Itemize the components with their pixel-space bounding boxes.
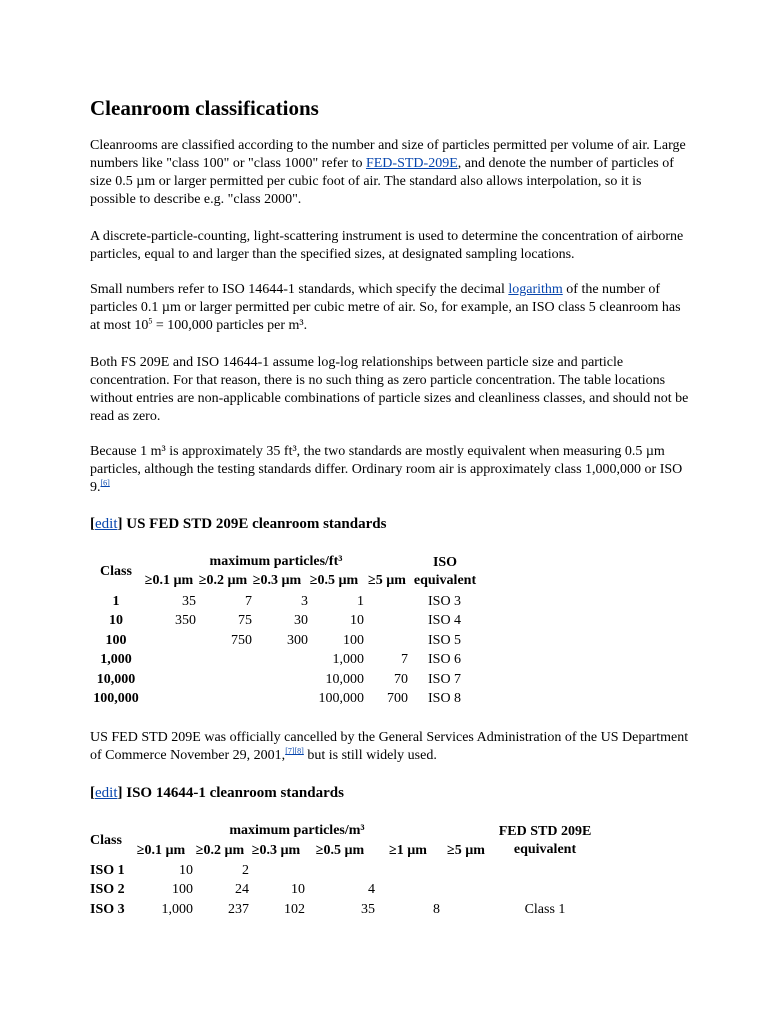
size-header-4: ≥1 µm [389, 843, 427, 858]
row-value-cell: 30 [294, 613, 308, 628]
row-iso-cell: ISO 7 [428, 672, 462, 687]
fed-std-209e-link[interactable]: FED-STD-209E [365, 156, 458, 171]
row-value-cell: 2 [242, 863, 249, 878]
edit-link[interactable]: edit [95, 785, 118, 801]
header-max-particles-ft3: maximum particles/ft³ [209, 554, 343, 569]
row-value-cell: 24 [235, 882, 249, 897]
paragraph-cancellation [90, 729, 690, 765]
row-value-cell: 10 [350, 613, 364, 628]
row-value-cell: 8 [433, 902, 440, 917]
paragraph-equivalence [90, 443, 690, 497]
header-class: Class [100, 564, 132, 579]
row-value-cell: 75 [238, 613, 252, 628]
paragraph-text: Small numbers refer to ISO 14644-1 standards, which specify the decimal [90, 282, 509, 297]
logarithm-link[interactable]: logarithm [508, 282, 563, 297]
row-iso-cell: ISO 6 [428, 652, 462, 667]
bracket: ] [117, 516, 123, 532]
row-class-cell: ISO 3 [90, 902, 125, 917]
size-header-1: ≥0.2 µm [195, 843, 245, 858]
size-header-4: ≥5 µm [368, 573, 406, 588]
bracket: [ [90, 785, 95, 801]
header-iso: ISO [432, 555, 458, 570]
size-header-0: ≥0.1 µm [136, 843, 186, 858]
row-value-cell: 100 [343, 633, 364, 648]
row-value-cell: 1,000 [161, 902, 193, 917]
row-class-cell: ISO 2 [90, 882, 125, 897]
header-class: Class [90, 833, 122, 848]
paragraph-text: = 100,000 particles per m³. [152, 318, 308, 333]
paragraph-text: Cleanrooms are classified according to the number and size of particles permitted per volume of air. Large numbers like "class 100" or "class 1000" refer to [90, 138, 686, 171]
row-iso-cell: ISO 3 [428, 594, 462, 609]
size-header-1: ≥0.2 µm [198, 573, 248, 588]
paragraph-text: of the number of particles 0.1 µm or larger permitted per cubic metre of air. So, for example, an ISO class 5 cleanroom has at most 10 [90, 282, 681, 333]
row-fed-cell: Class 1 [524, 902, 566, 917]
row-class-cell: 100,000 [93, 691, 139, 706]
row-class-cell: 1,000 [100, 652, 132, 667]
paragraph-iso-standard [90, 281, 690, 335]
row-value-cell: 10 [291, 882, 305, 897]
exponent: 5 [148, 316, 153, 326]
row-iso-cell: ISO 8 [428, 691, 462, 706]
size-header-2: ≥0.3 µm [251, 843, 301, 858]
paragraph-text: but is still widely used. [303, 748, 437, 763]
row-iso-cell: ISO 4 [428, 613, 462, 628]
header-fed-std: FED STD 209E [498, 824, 592, 839]
bracket: [ [90, 516, 95, 532]
row-class-cell: 1 [112, 594, 120, 609]
reference-7-8-link[interactable]: [7][8] [285, 746, 304, 756]
paragraph-text: , and denote the number of particles of size 0.5 µm or larger permitted per cubic foot of air. The standard also allows interpolation, so it is possible to describe e.g. "class 2000". [90, 156, 674, 207]
row-value-cell: 7 [245, 594, 252, 609]
header-fed-equivalent: equivalent [513, 842, 577, 857]
row-value-cell: 1 [357, 594, 364, 609]
edit-link[interactable]: edit [95, 516, 118, 532]
size-header-3: ≥0.5 µm [309, 573, 359, 588]
row-value-cell: 1,000 [332, 652, 364, 667]
row-value-cell: 100,000 [318, 691, 364, 706]
row-class-cell: ISO 1 [90, 863, 125, 878]
row-value-cell: 750 [231, 633, 252, 648]
section-title: ISO 14644-1 cleanroom standards [122, 785, 344, 801]
section-heading-iso [90, 783, 344, 803]
header-iso-equivalent: equivalent [413, 573, 477, 588]
row-class-cell: 10,000 [96, 672, 136, 687]
row-value-cell: 237 [228, 902, 249, 917]
paragraph-instrument: A discrete-particle-counting, light-scattering instrument is used to determine the concentration of airborne particles, equal to and larger than the specified sizes, at designated sampling locations. [90, 229, 684, 262]
section-title: US FED STD 209E cleanroom standards [122, 516, 387, 532]
row-value-cell: 35 [182, 594, 196, 609]
size-header-0: ≥0.1 µm [144, 573, 194, 588]
row-value-cell: 10,000 [325, 672, 364, 687]
header-max-particles-m3: maximum particles/m³ [229, 823, 365, 838]
row-value-cell: 3 [301, 594, 308, 609]
size-header-2: ≥0.3 µm [252, 573, 302, 588]
row-class-cell: 100 [105, 633, 127, 648]
row-value-cell: 700 [387, 691, 408, 706]
row-value-cell: 70 [394, 672, 408, 687]
row-value-cell: 100 [172, 882, 193, 897]
row-value-cell: 35 [361, 902, 375, 917]
paragraph-log-log: Both FS 209E and ISO 14644-1 assume log-log relationships between particle size and particle concentration. For that reason, there is no such thing as zero particle concentration. The table locations without entries are non-applicable combinations of particle sizes and cleanliness classes, and should not be read as zero. [90, 355, 689, 424]
row-iso-cell: ISO 5 [428, 633, 462, 648]
row-value-cell: 102 [284, 902, 305, 917]
paragraph-text: Because 1 m³ is approximately 35 ft³, the two standards are mostly equivalent when measuring 0.5 µm particles, although the testing standards differ. Ordinary room air is approximately class 1,000,000 or ISO 9. [90, 444, 683, 495]
row-value-cell: 300 [287, 633, 308, 648]
bracket: ] [117, 785, 123, 801]
row-value-cell: 350 [175, 613, 196, 628]
row-value-cell: 4 [368, 882, 375, 897]
row-class-cell: 10 [109, 613, 123, 628]
reference-6-link[interactable]: [6] [100, 478, 110, 488]
size-header-3: ≥0.5 µm [315, 843, 365, 858]
paragraph-classification-intro [90, 137, 690, 209]
paragraph-text: US FED STD 209E was officially cancelled by the General Services Administration of the US Department of Commerce November 29, 2001, [90, 730, 689, 763]
row-value-cell: 7 [401, 652, 408, 667]
section-heading-fed-std [90, 514, 386, 534]
row-value-cell: 10 [179, 863, 193, 878]
page-title: Cleanroom classifications [90, 96, 319, 120]
size-header-5: ≥5 µm [447, 843, 485, 858]
